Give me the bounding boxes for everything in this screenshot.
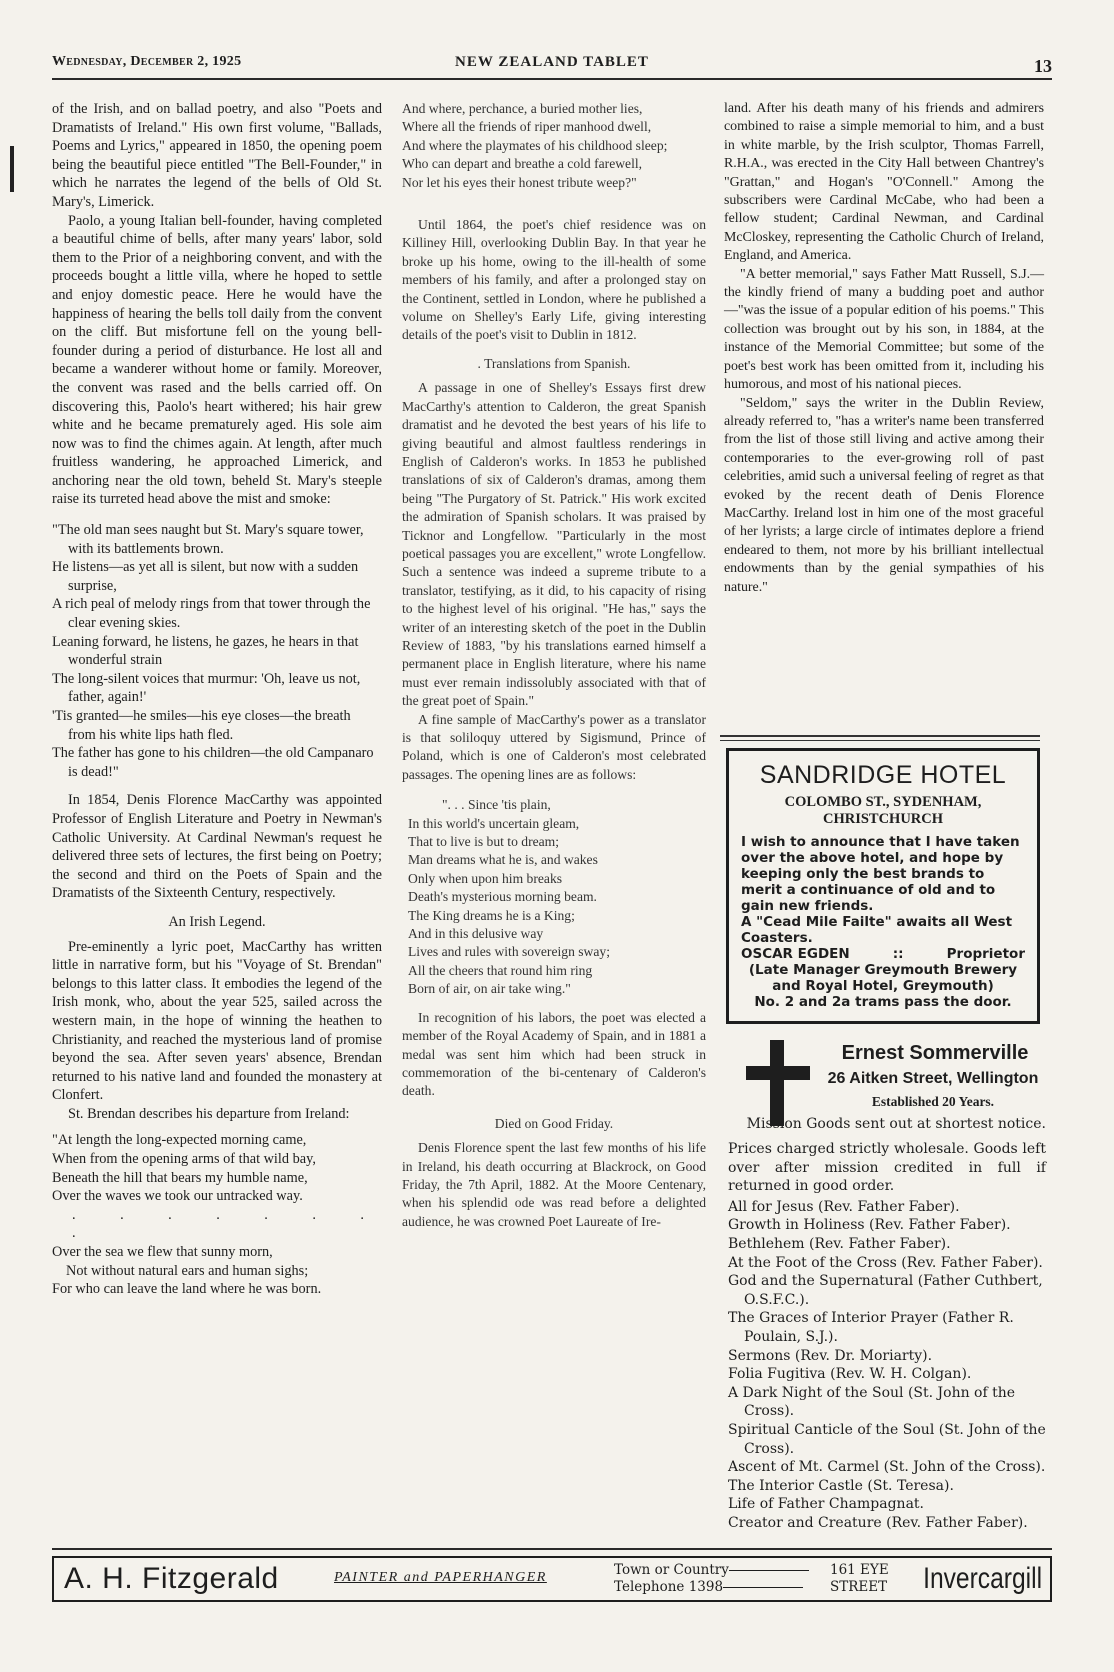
street-line-2: STREET — [830, 1579, 888, 1595]
page-header — [52, 54, 1052, 76]
proprietor-name: OSCAR EGDEN — [741, 946, 850, 962]
dash-rule — [723, 1587, 803, 1588]
poem-line: Leaning forward, he listens, he gazes, he hears in that wonderful strain — [52, 633, 359, 669]
poem-line: Not without natural ears and human sighs; — [66, 1262, 309, 1279]
poem-line: And where, perchance, a buried mother lies, — [402, 101, 643, 116]
poem-line: Man dreams what he is, and wakes — [408, 852, 598, 868]
book-item: Creator and Creature (Rev. Father Faber). — [728, 1514, 1028, 1531]
poem-line: That to live is but to dream; — [408, 834, 560, 850]
paragraph: A fine sample of MacCarthy's power as a translator is that soliloquy uttered by Sigismund, Prince of Poland, which is one of Calderon's most celebrated passages. The opening lines are as follows: — [402, 711, 706, 782]
poem-line: He listens—as yet all is silent, but now with a sudden surprise, — [52, 559, 359, 594]
poem-line: In this world's uncertain gleam, — [408, 815, 580, 831]
paragraph: St. Brendan describes his departure from Ireland: — [68, 1105, 350, 1122]
paragraph: Paolo, a young Italian bell-founder, having completed a beautiful chime of bells, after many years' labor, sold them to the Prior of a neighboring convent, and with the proceeds bought a little villa, where he hoped to settle and enjoy domestic peace. Here he would have the happiness of hearing the bells toll daily from the convent on the cliff. But misfortune fell on the young bell-founder during a period of disturbance. He lost all and became a wanderer without home or family. Moreover, the convent was rased and the bells carried off. On discovering this, Paolo's heart withered; his hair grew white and he became prematurely aged. His sole aim now was to find the chimes again. At length, after much fruitless wandering, he approached Limerick, and anchoring near the old town, beheld St. Mary's steeple raise its turreted head above the mist and smoke: — [52, 212, 382, 508]
merchant-mission: Mission Goods sent out at shortest notice. — [746, 1116, 1046, 1132]
poem-line: Lives and rules with sovereign sway; — [408, 944, 610, 960]
poem-line: "At length the long-expected morning came, — [52, 1132, 307, 1149]
paragraph: Pre-eminently a lyric poet, MacCarthy has written little in narrative form, but his "Voyage of St. Brendan" belongs to this latter class. It embodies the legend of the Irish monk, who, about the year 525, sailed across the western main, in the hope of winning the heathen to Christianity, and reached the mysterious land of promise beyond the sea. After seven years' absence, Brendan returned to his native land and founded the monastery at Clonfert. — [52, 938, 382, 1104]
poem-line: When from the opening arms of that wild bay, — [52, 1151, 316, 1168]
paragraph: "Seldom," says the writer in the Dublin Review, already referred to, "has a writer's name been transferred from the list of those still living and active among their contemporaries to the ever-growing roll of past celebrities, amid such a universal feeling of regret as that evoked by the recent death of Denis Florence MacCarthy. Ireland lost in him one of the most graceful of her lyrists; a large circle of intimates deplore a friend endeared to them, not more by his brilliant intellectual endowments than by the genial sympathies of his nature." — [724, 395, 1044, 595]
book-item: Sermons (Rev. Dr. Moriarty). — [728, 1347, 933, 1364]
cross-icon — [770, 1040, 784, 1126]
town-country: Town or Country — [614, 1562, 729, 1578]
subheading-good-friday: Died on Good Friday. — [494, 1115, 614, 1131]
poem-line: The long-silent voices that murmur: 'Oh, leave us not, father, again!' — [52, 670, 361, 706]
book-item: Spiritual Canticle of the Soul (St. John of the Cross). — [728, 1421, 1046, 1457]
poem-line: "The old man sees naught but St. Mary's square tower, with its battlements brown. — [52, 522, 364, 557]
subheading-irish-legend: An Irish Legend. — [168, 913, 266, 930]
subheading-translations: . Translations from Spanish. — [477, 355, 631, 371]
poem-line: The King dreams he is a King; — [408, 907, 575, 923]
book-item: At the Foot of the Cross (Rev. Father Faber). — [728, 1254, 1043, 1271]
poem-line: Where all the friends of riper manhood dwell, — [402, 119, 652, 135]
book-item: The Interior Castle (St. Teresa). — [728, 1477, 954, 1494]
book-item: The Graces of Interior Prayer (Father R. Poulain, S.J.). — [728, 1310, 1014, 1345]
poem-line: And where the playmates of his childhood sleep; — [402, 137, 668, 153]
paragraph: In 1854, Denis Florence MacCarthy was appointed Professor of English Literature and Poetry in Newman's Catholic University. At Cardinal Newman's request he delivered three sets of lectures, the first being on Poetry; the second and third on the Poets of Spain and the Dramatists of the Sixteenth Century, respectively. — [52, 792, 382, 902]
merchant-address: 26 Aitken Street, Wellington — [827, 1070, 1039, 1087]
business-street — [830, 1562, 889, 1596]
poem-line: Death's mysterious morning beam. — [408, 889, 597, 905]
business-trade: PAINTER and PAPERHANGER — [334, 1570, 547, 1585]
poem-calderon — [402, 796, 706, 998]
hotel-city: CHRISTCHURCH — [822, 811, 944, 827]
proprietor-sep: :: — [892, 946, 904, 962]
street-line-1: 161 EYE — [830, 1562, 889, 1578]
page-number: 13 — [1034, 56, 1052, 76]
hotel-previous: (Late Manager Greymouth Brewery and Royal Hotel, Greymouth) — [748, 962, 1018, 994]
hotel-advertisement — [726, 748, 1040, 1024]
poem-continued — [402, 100, 706, 192]
paragraph: land. After his death many of his friends and admirers combined to raise a simple memorial to him, and a bust in white marble, by the Irish sculptor, Thomas Farrell, R.H.A., was erected in the City Hall between Chantrey's "Grattan," and Hogan's "O'Connell." Among the subscribers were Cardinal McCabe, who had been a fellow student; Cardinal Newman, and Cardinal McCloskey, representing the Catholic Church of Ireland, England, and America. — [724, 101, 1044, 264]
paragraph: In recognition of his labors, the poet was elected a member of the Royal Academy of Spain, and in 1881 a medal was sent him which had been struck in commemoration of the bi-centenary of Calderon's death. — [402, 1009, 706, 1099]
dash-rule — [729, 1570, 809, 1571]
paper-title: NEW ZEALAND TABLET — [455, 54, 649, 70]
merchant-name: Ernest Sommerville — [841, 1042, 1029, 1064]
poem-line: Over the sea we flew that sunny morn, — [52, 1244, 273, 1261]
book-item: All for Jesus (Rev. Father Faber). — [728, 1198, 960, 1215]
hotel-proprietor — [741, 946, 1025, 962]
poem-line: A rich peal of melody rings from that tower through the clear evening skies. — [52, 596, 371, 632]
column-2 — [402, 100, 706, 1231]
paragraph: of the Irish, and on ballad poetry, and also "Poets and Dramatists of Ireland." His own first volume, "Ballads, Poems and Lyrics," appeared in 1850, the opening poem being the beautiful piece entitled "The Bell-Founder," in which he narrates the legend of the bells of Old St. Mary's, Limerick. — [52, 101, 382, 210]
proprietor-title: Proprietor — [946, 946, 1025, 962]
poem-ellipsis: . . . . . . . . — [72, 1206, 382, 1242]
poem-st-brendan — [52, 1131, 382, 1298]
poem-line: Nor let his eyes their honest tribute weep?" — [402, 174, 637, 190]
pricing-note: Prices charged strictly wholesale. Goods left over after mission credited in full if returned in good order. — [728, 1141, 1046, 1195]
poem-line: Who can depart and breathe a cold farewell, — [402, 156, 643, 172]
column-3 — [724, 100, 1044, 597]
paragraph: A passage in one of Shelley's Essays first drew MacCarthy's attention to Calderon, the great Spanish dramatist and he devoted the best years of his life to giving beautiful and almost faultless renderings in English of Calderon's works. In 1853 he published translations of six of Calderon's dramas, among them being "The Purgatory of St. Patrick." His work excited the admiration of Spanish scholars. It was praised by Ticknor and Longfellow. "Particularly in the most poetical passages you are excellent," wrote Longfellow. Such a sentence was indeed a supreme tribute to a translator, testifying, as it did, to his capacity of rising to the highest level of his original. "He has," says the writer of an interesting sketch of the poet in the Dublin Review of 1883, "by his translations earned himself a permanent place in English literature, where his name must ever remain indissolubly associated with that of the great poet of Spain." — [402, 380, 706, 709]
business-city: Invercargill — [923, 1562, 1042, 1595]
poem-line: ". . . Since 'tis plain, — [442, 797, 551, 813]
book-item: Bethlehem (Rev. Father Faber). — [728, 1235, 951, 1252]
hotel-trams: No. 2 and 2a trams pass the door. — [754, 994, 1012, 1010]
paragraph: Denis Florence spent the last few months of his life in Ireland, his death occurring at Blackrock, on Good Friday, the 7th April, 1882. At the Moore Centenary, when his splendid ode was read before a delighted audience, he was crowned Poet Laureate of Ire- — [402, 1140, 706, 1229]
poem-line: Born of air, on air take wing." — [408, 981, 571, 997]
poem-bell-founder — [52, 521, 382, 781]
book-item: Life of Father Champagnat. — [728, 1496, 924, 1513]
column-1 — [52, 100, 382, 1309]
hotel-name: SANDRIDGE HOTEL — [759, 761, 1007, 789]
section-divider — [720, 735, 1040, 741]
book-list — [728, 1140, 1046, 1532]
book-item: A Dark Night of the Soul (St. John of the Cross). — [728, 1384, 1016, 1420]
paragraph: "A better memorial," says Father Matt Russell, S.J.—the kindly friend of many a budding poet and author—"was the issue of a popular edition of his poems." This collection was brought out by his son, in 1884, at the instance of the Memorial Committee; but some of the poet's best work has been omitted from it, including his humorous, and most of his national pieces. — [724, 266, 1044, 393]
poem-line: Beneath the hill that bears my humble name, — [52, 1169, 308, 1186]
telephone: Telephone 1398 — [614, 1579, 724, 1595]
hotel-announcement: I wish to announce that I have taken over the above hotel, and hope by keeping only the best brands to merit a continuance of old and to gain new friends. — [741, 834, 1020, 914]
paragraph: Until 1864, the poet's chief residence was on Killiney Hill, overlooking Dublin Bay. In that year he broke up his home, owing to the ill-health of some members of his family, and after a prolonged stay on the Continent, settled in London, where he published a volume on Shelley's Early Life, giving interesting details of the poet's visit to Dublin in 1812. — [402, 217, 706, 343]
merchant-established: Established 20 Years. — [871, 1094, 995, 1109]
hotel-welcome: A "Cead Mile Failte" awaits all West Coasters. — [741, 914, 1013, 946]
business-name: A. H. Fitzgerald — [64, 1562, 279, 1595]
margin-mark — [10, 146, 14, 192]
spacer — [402, 202, 706, 216]
header-rule — [52, 78, 1052, 80]
poem-line: And in this delusive way — [408, 926, 544, 942]
cross-icon-bar — [746, 1066, 810, 1080]
issue-date: Wednesday, December 2, 1925 — [52, 54, 242, 69]
fitzgerald-advertisement — [52, 1556, 1052, 1602]
poem-line: Over the waves we took our untracked way. — [52, 1188, 303, 1205]
poem-line: For who can leave the land where he was born. — [52, 1281, 322, 1298]
book-item: Growth in Holiness (Rev. Father Faber). — [728, 1217, 1011, 1234]
footer-rule — [52, 1548, 1052, 1550]
book-item: Folia Fugitiva (Rev. W. H. Colgan). — [728, 1366, 972, 1383]
book-item: Ascent of Mt. Carmel (St. John of the Cross). — [728, 1459, 1046, 1476]
poem-line: The father has gone to his children—the old Campanaro is dead!" — [52, 745, 374, 780]
poem-line: 'Tis granted—he smiles—his eye closes—the breath from his white lips hath fled. — [52, 708, 351, 743]
hotel-address: COLOMBO ST., SYDENHAM, — [784, 794, 982, 810]
business-contact — [614, 1562, 809, 1596]
poem-line: Only when upon him breaks — [408, 870, 563, 886]
poem-line: All the cheers that round him ring — [408, 962, 593, 978]
book-item: God and the Supernatural (Father Cuthbert, O.S.F.C.). — [728, 1273, 1043, 1308]
